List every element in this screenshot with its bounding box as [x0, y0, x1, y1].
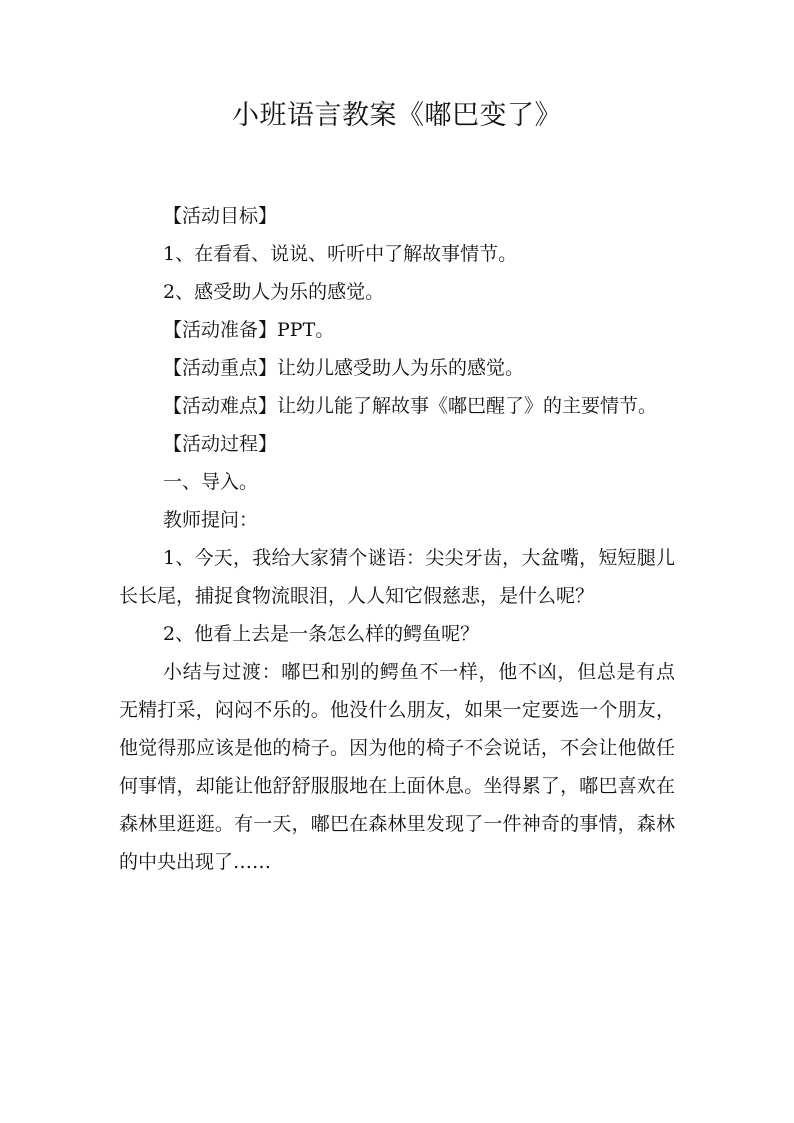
paragraph-key-point: 【活动重点】让幼儿感受助人为乐的感觉。 [163, 357, 525, 379]
paragraph-process-heading: 【活动过程】 [163, 433, 278, 455]
paragraph-riddle: 1、今天，我给大家猜个谜语：尖尖牙齿，大盆嘴，短短腿儿长长尾，捕捉食物流眼泪，人人知它假慈悲，是什么呢？ [119, 547, 675, 607]
page-title: 小班语言教案《嘟巴变了》 [232, 100, 562, 131]
paragraph-summary: 小结与过渡：嘟巴和别的鳄鱼不一样，他不凶，但总是有点无精打采，闷闷不乐的。他没什么朋友，如果一定要选一个朋友，他觉得那应该是他的椅子。因为他的椅子不会说话，不会让他做任何事情，却能让他舒舒服服地在上面休息。坐得累了，嘟巴喜欢在森林里逛逛。有一天，嘟巴在森林里发现了一件神奇的事情，森林的中央出现了…… [119, 661, 675, 873]
paragraph-objective-1: 1、在看看、说说、听听中了解故事情节。 [163, 243, 518, 265]
paragraph-teacher-question: 教师提问： [163, 509, 259, 531]
paragraph-question-2: 2、他看上去是一条怎么样的鳄鱼呢？ [163, 623, 480, 645]
document-body [119, 197, 675, 881]
paragraph-introduction: 一、导入。 [163, 471, 259, 493]
paragraph-difficulty: 【活动难点】让幼儿能了解故事《嘟巴醒了》的主要情节。 [163, 395, 658, 417]
paragraph-objectives-heading: 【活动目标】 [163, 205, 278, 227]
paragraph-preparation: 【活动准备】PPT。 [163, 319, 335, 341]
paragraph-objective-2: 2、感受助人为乐的感觉。 [163, 281, 385, 303]
